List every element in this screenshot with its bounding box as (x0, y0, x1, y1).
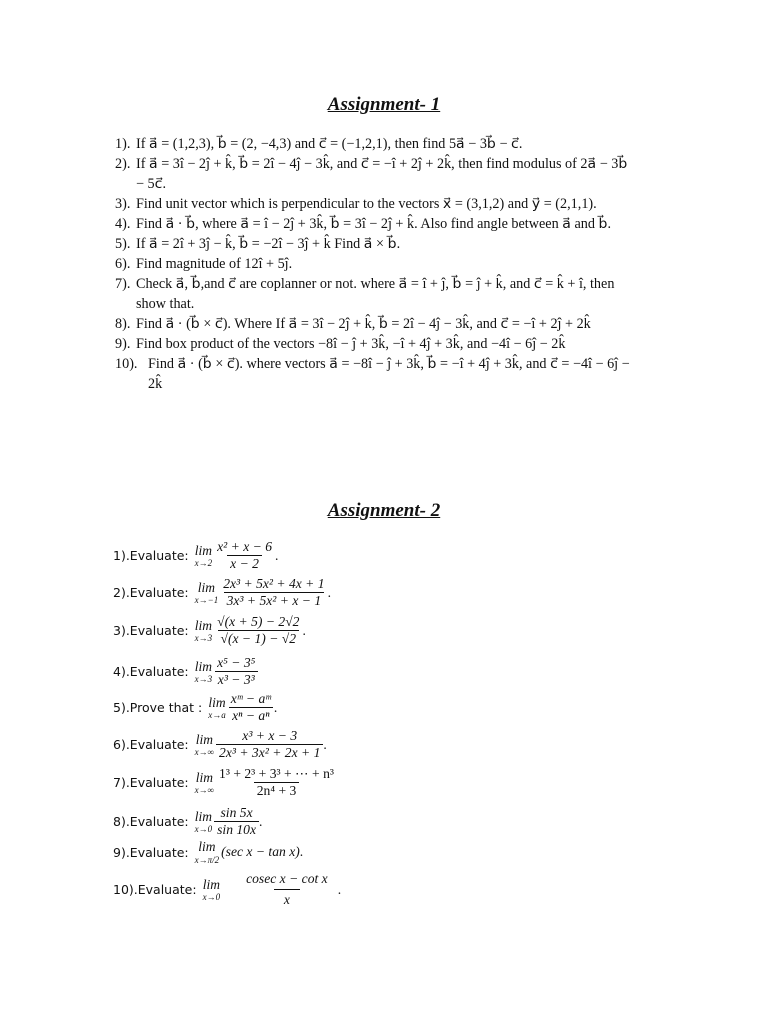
question-text: Find a⃗ · (b⃗ × c⃗). Where If a⃗ = 3î − 2ĵ + k̂, b⃗ = 2î − 4ĵ − 3k̂, and c⃗ = −î + 2ĵ + 2k̂ (136, 316, 591, 332)
problem-label: 3).Evaluate: (113, 623, 189, 639)
denominator: xⁿ − aⁿ (229, 707, 272, 723)
denominator: x³ − 3³ (215, 671, 258, 687)
limit-operator: lim x→−1 (194, 579, 219, 606)
question-text: Find a⃗ · (b⃗ × c⃗). where vectors a⃗ = −8î − ĵ + 3k̂, b⃗ = −î + 4ĵ + 3k̂, and c⃗ = −4î − 6ĵ − 2k̂ (148, 356, 630, 392)
limit-problem-8 (113, 806, 262, 838)
denominator: 3x³ + 5x² + x − 1 (224, 592, 325, 608)
assignment-2-title: Assignment- 2 (327, 500, 441, 521)
question-number: 10). (115, 356, 138, 372)
fraction (214, 656, 258, 688)
problem-label: 2).Evaluate: (113, 585, 189, 601)
question-number: 8). (115, 316, 131, 332)
problem-label: 8).Evaluate: (113, 814, 189, 830)
numerator: 1³ + 2³ + 3³ + ⋯ + n³ (219, 766, 334, 781)
question-2 (115, 154, 635, 194)
question-number: 3). (115, 196, 131, 212)
fraction (216, 767, 337, 799)
punctuation: . (299, 844, 304, 860)
numerator: x⁵ − 3⁵ (217, 655, 256, 670)
punctuation: . (273, 699, 278, 715)
limit-problem-4 (113, 656, 258, 688)
problem-label: 9).Evaluate: (113, 844, 189, 860)
denominator: x − 2 (227, 555, 262, 571)
denominator: 2x³ + 3x² + 2x + 1 (216, 744, 323, 760)
question-8 (115, 314, 635, 334)
limit-operator: lim x→0 (194, 808, 213, 835)
question-number: 7). (115, 276, 131, 292)
question-number: 6). (115, 256, 131, 272)
fraction (216, 729, 323, 761)
problem-label: 5).Prove that : (113, 700, 203, 716)
limit-operator: lim x→2 (194, 542, 213, 569)
question-text: If a⃗ = (1,2,3), b⃗ = (2, −4,3) and c⃗ = (−1,2,1), then find 5a⃗ − 3b⃗ − c⃗. (136, 136, 523, 152)
limit-operator: lim x→0 (202, 876, 221, 903)
problem-label: 4).Evaluate: (113, 664, 189, 680)
limit-problem-1 (113, 540, 278, 572)
limit-operator: lim x→∞ (194, 731, 215, 758)
question-text: Find a⃗ · b⃗, where a⃗ = î − 2ĵ + 3k̂, b⃗ = 3î − 2ĵ + k̂. Also find angle between a⃗ and b⃗. (136, 216, 612, 232)
assignment-1-list (115, 134, 635, 394)
fraction (214, 806, 259, 838)
punctuation: . (337, 881, 342, 897)
limit-problem-3 (113, 615, 306, 647)
question-number: 1). (115, 136, 131, 152)
question-3 (115, 194, 635, 214)
limit-problem-7 (113, 767, 337, 799)
fraction (214, 615, 302, 647)
question-number: 5). (115, 236, 131, 252)
assignment-1-title: Assignment- 1 (327, 94, 441, 115)
punctuation: . (275, 547, 279, 563)
question-7 (115, 274, 635, 314)
denominator: x (274, 889, 300, 907)
question-10 (115, 354, 635, 394)
numerator: xᵐ − aᵐ (230, 691, 271, 706)
question-1 (115, 134, 635, 154)
question-5 (115, 234, 635, 254)
problem-label: 7).Evaluate: (113, 775, 189, 791)
limit-problem-6 (113, 729, 327, 761)
limit-problem-2 (113, 577, 331, 609)
denominator: √(x − 1) − √2 (218, 630, 300, 646)
limit-operator: lim x→π/2 (194, 839, 220, 865)
limit-problem-5 (113, 692, 277, 724)
limit-problem-10 (113, 872, 341, 908)
fraction (236, 872, 338, 908)
numerator: sin 5x (220, 805, 253, 820)
numerator: 2x³ + 5x² + 4x + 1 (223, 576, 325, 591)
expression: (sec x − tan x) (221, 844, 300, 860)
fraction (228, 692, 274, 724)
limit-operator: lim x→∞ (194, 769, 215, 796)
punctuation: . (302, 622, 306, 638)
numerator: x³ + x − 3 (242, 728, 298, 743)
question-text: Find magnitude of 12î + 5ĵ. (136, 256, 293, 272)
question-text: If a⃗ = 2î + 3ĵ − k̂, b⃗ = −2î − 3ĵ + k̂ Find a⃗ × b⃗. (136, 236, 401, 252)
fraction (220, 577, 327, 609)
question-number: 9). (115, 336, 131, 352)
question-text: Find box product of the vectors −8î − ĵ + 3k̂, −î + 4ĵ + 3k̂, and −4î − 6ĵ − 2k̂ (136, 336, 566, 352)
denominator: 2n⁴ + 3 (254, 782, 300, 798)
problem-label: 6).Evaluate: (113, 737, 189, 753)
question-9 (115, 334, 635, 354)
numerator: x² + x − 6 (217, 539, 273, 554)
punctuation: . (327, 584, 331, 600)
question-6 (115, 254, 635, 274)
limit-operator: lim x→3 (194, 617, 213, 644)
limit-problem-9 (113, 840, 303, 865)
problem-label: 10).Evaluate: (113, 882, 197, 898)
question-text: If a⃗ = 3î − 2ĵ + k̂, b⃗ = 2î − 4ĵ − 3k̂, and c⃗ = −î + 2ĵ + 2k̂, then find modulus of 2a⃗ − 3b⃗ − 5c⃗. (136, 156, 628, 192)
problem-label: 1).Evaluate: (113, 548, 189, 564)
fraction (214, 540, 275, 572)
question-number: 4). (115, 216, 131, 232)
numerator: cosec x − cot x (246, 871, 328, 886)
denominator: sin 10x (214, 821, 259, 837)
limit-operator: lim x→a (208, 694, 226, 721)
numerator: √(x + 5) − 2√2 (217, 614, 300, 629)
question-text: Find unit vector which is perpendicular to the vectors x⃗ = (3,1,2) and y⃗ = (2,1,1). (136, 196, 597, 212)
punctuation: . (323, 736, 327, 752)
question-text: Check a⃗, b⃗,and c⃗ are coplanner or not. where a⃗ = î + ĵ, b⃗ = ĵ + k̂, and c⃗ = k̂ + î, then show that. (136, 276, 615, 312)
question-number: 2). (115, 156, 131, 172)
punctuation: . (259, 813, 263, 829)
limit-operator: lim x→3 (194, 658, 213, 685)
question-4 (115, 214, 635, 234)
